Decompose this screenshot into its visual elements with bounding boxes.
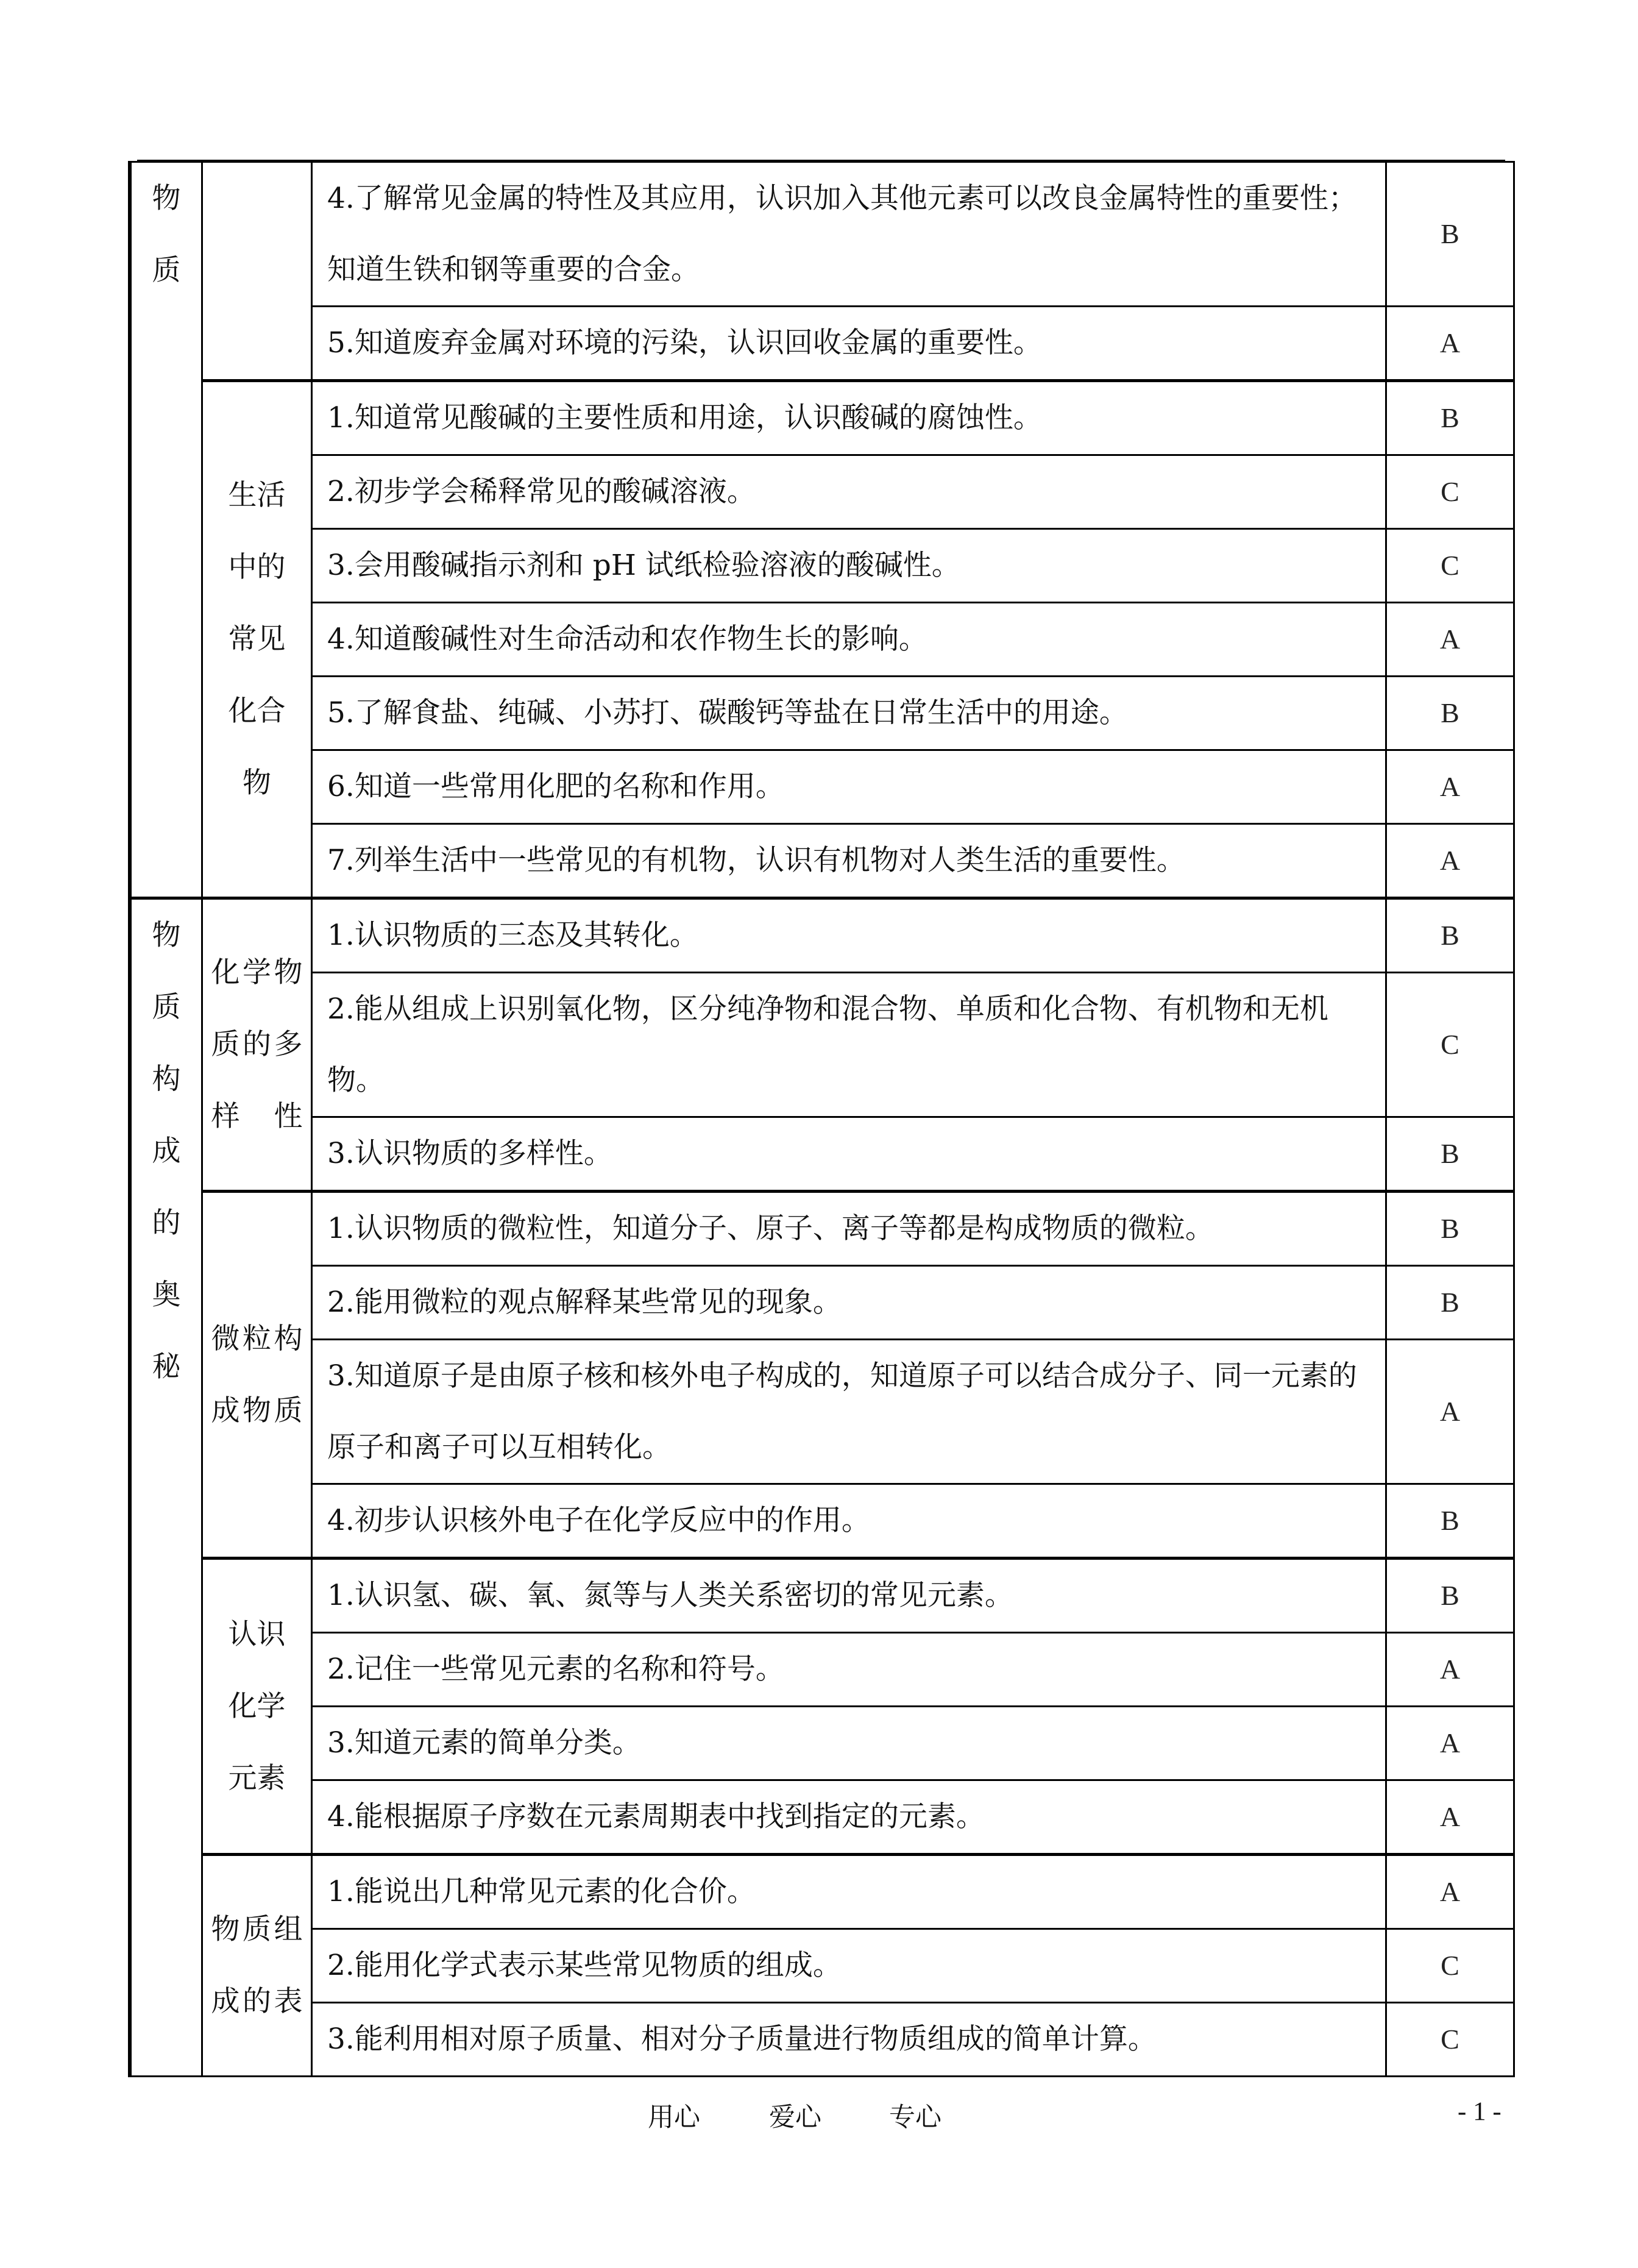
requirement-cell: 1.知道常见酸碱的主要性质和用途，认识酸碱的腐蚀性。 <box>312 381 1386 455</box>
table-row <box>130 2003 1514 2077</box>
footer-text-3: 专心 <box>889 2102 941 2133</box>
requirement-cell: 5.了解食盐、纯碱、小苏打、碳酸钙等盐在日常生活中的用途。 <box>312 677 1386 750</box>
level-cell: A <box>1386 307 1514 381</box>
level-cell: A <box>1386 824 1514 898</box>
table-row <box>130 1484 1514 1559</box>
level-cell: B <box>1386 1484 1514 1559</box>
table-row <box>130 1633 1514 1707</box>
level-cell: B <box>1386 1192 1514 1266</box>
footer-text-1: 用心 <box>648 2102 700 2133</box>
level-cell: B <box>1386 1117 1514 1192</box>
requirement-cell: 4.了解常见金属的特性及其应用，认识加入其他元素可以改良金属特性的重要性；知道生铁和钢等重要的合金。 <box>312 162 1386 307</box>
requirement-cell: 1.能说出几种常见元素的化合价。 <box>312 1855 1386 1929</box>
level-cell: B <box>1386 1266 1514 1340</box>
table-row <box>130 1707 1514 1780</box>
level-cell: C <box>1386 529 1514 603</box>
requirement-cell: 7.列举生活中一些常见的有机物，认识有机物对人类生活的重要性。 <box>312 824 1386 898</box>
level-cell: A <box>1386 1855 1514 1929</box>
requirement-cell: 5.知道废弃金属对环境的污染，认识回收金属的重要性。 <box>312 307 1386 381</box>
requirement-cell: 2.能用微粒的观点解释某些常见的现象。 <box>312 1266 1386 1340</box>
table-row <box>130 381 1514 455</box>
table-row <box>130 603 1514 677</box>
table-row <box>130 1855 1514 1929</box>
subtopic-cell: 物质组成的表 <box>202 1855 312 2077</box>
requirement-cell: 2.初步学会稀释常见的酸碱溶液。 <box>312 455 1386 529</box>
requirement-cell: 2.能用化学式表示某些常见物质的组成。 <box>312 1929 1386 2003</box>
table-row <box>130 1559 1514 1633</box>
requirement-cell: 2.记住一些常见元素的名称和符号。 <box>312 1633 1386 1707</box>
table-row <box>130 824 1514 898</box>
subtopic-cell: 化学物质的多样性 <box>202 898 312 1192</box>
level-cell: A <box>1386 603 1514 677</box>
level-cell: C <box>1386 455 1514 529</box>
requirement-cell: 3.会用酸碱指示剂和 pH 试纸检验溶液的酸碱性。 <box>312 529 1386 603</box>
level-cell: B <box>1386 677 1514 750</box>
table-row <box>130 677 1514 750</box>
topic-cell: 物质构成的奥秘 <box>130 898 202 2077</box>
table-row <box>130 1340 1514 1484</box>
requirement-cell: 3.知道元素的简单分类。 <box>312 1707 1386 1780</box>
table-row <box>130 162 1514 307</box>
subtopic-cell: 认识化学元素 <box>202 1559 312 1855</box>
table-row <box>130 529 1514 603</box>
requirement-cell: 4.知道酸碱性对生命活动和农作物生长的影响。 <box>312 603 1386 677</box>
table-row <box>130 455 1514 529</box>
page-number: - 1 - <box>1458 2097 1502 2126</box>
level-cell: A <box>1386 1780 1514 1855</box>
table-row <box>130 750 1514 824</box>
table-row <box>130 307 1514 381</box>
table-row <box>130 1266 1514 1340</box>
level-cell: B <box>1386 381 1514 455</box>
requirement-cell: 3.知道原子是由原子核和核外电子构成的，知道原子可以结合成分子、同一元素的原子和离子可以互相转化。 <box>312 1340 1386 1484</box>
subtopic-cell: 微粒构成物质 <box>202 1192 312 1559</box>
footer-text-2: 爱心 <box>769 2102 821 2133</box>
level-cell: B <box>1386 898 1514 973</box>
level-cell: A <box>1386 750 1514 824</box>
level-cell: C <box>1386 973 1514 1117</box>
requirement-cell: 1.认识物质的三态及其转化。 <box>312 898 1386 973</box>
requirement-cell: 3.能利用相对原子质量、相对分子质量进行物质组成的简单计算。 <box>312 2003 1386 2077</box>
requirement-cell: 4.能根据原子序数在元素周期表中找到指定的元素。 <box>312 1780 1386 1855</box>
requirement-cell: 3.认识物质的多样性。 <box>312 1117 1386 1192</box>
subtopic-cell: 生活中的常见化合物 <box>202 381 312 898</box>
table-row <box>130 973 1514 1117</box>
topic-cell: 物质 <box>130 162 202 898</box>
requirement-cell: 2.能从组成上识别氧化物，区分纯净物和混合物、单质和化合物、有机物和无机物。 <box>312 973 1386 1117</box>
requirement-cell: 1.认识氢、碳、氧、氮等与人类关系密切的常见元素。 <box>312 1559 1386 1633</box>
level-cell: B <box>1386 1559 1514 1633</box>
table-row <box>130 1192 1514 1266</box>
requirement-cell: 6.知道一些常用化肥的名称和作用。 <box>312 750 1386 824</box>
subtopic-cell <box>202 162 312 381</box>
level-cell: A <box>1386 1633 1514 1707</box>
table-row <box>130 1780 1514 1855</box>
table-row <box>130 1929 1514 2003</box>
level-cell: A <box>1386 1340 1514 1484</box>
level-cell: C <box>1386 1929 1514 2003</box>
requirement-cell: 1.认识物质的微粒性，知道分子、原子、离子等都是构成物质的微粒。 <box>312 1192 1386 1266</box>
requirement-cell: 4.初步认识核外电子在化学反应中的作用。 <box>312 1484 1386 1559</box>
curriculum-table <box>128 161 1515 2077</box>
level-cell: A <box>1386 1707 1514 1780</box>
table-row <box>130 898 1514 973</box>
level-cell: C <box>1386 2003 1514 2077</box>
level-cell: B <box>1386 162 1514 307</box>
table-row <box>130 1117 1514 1192</box>
